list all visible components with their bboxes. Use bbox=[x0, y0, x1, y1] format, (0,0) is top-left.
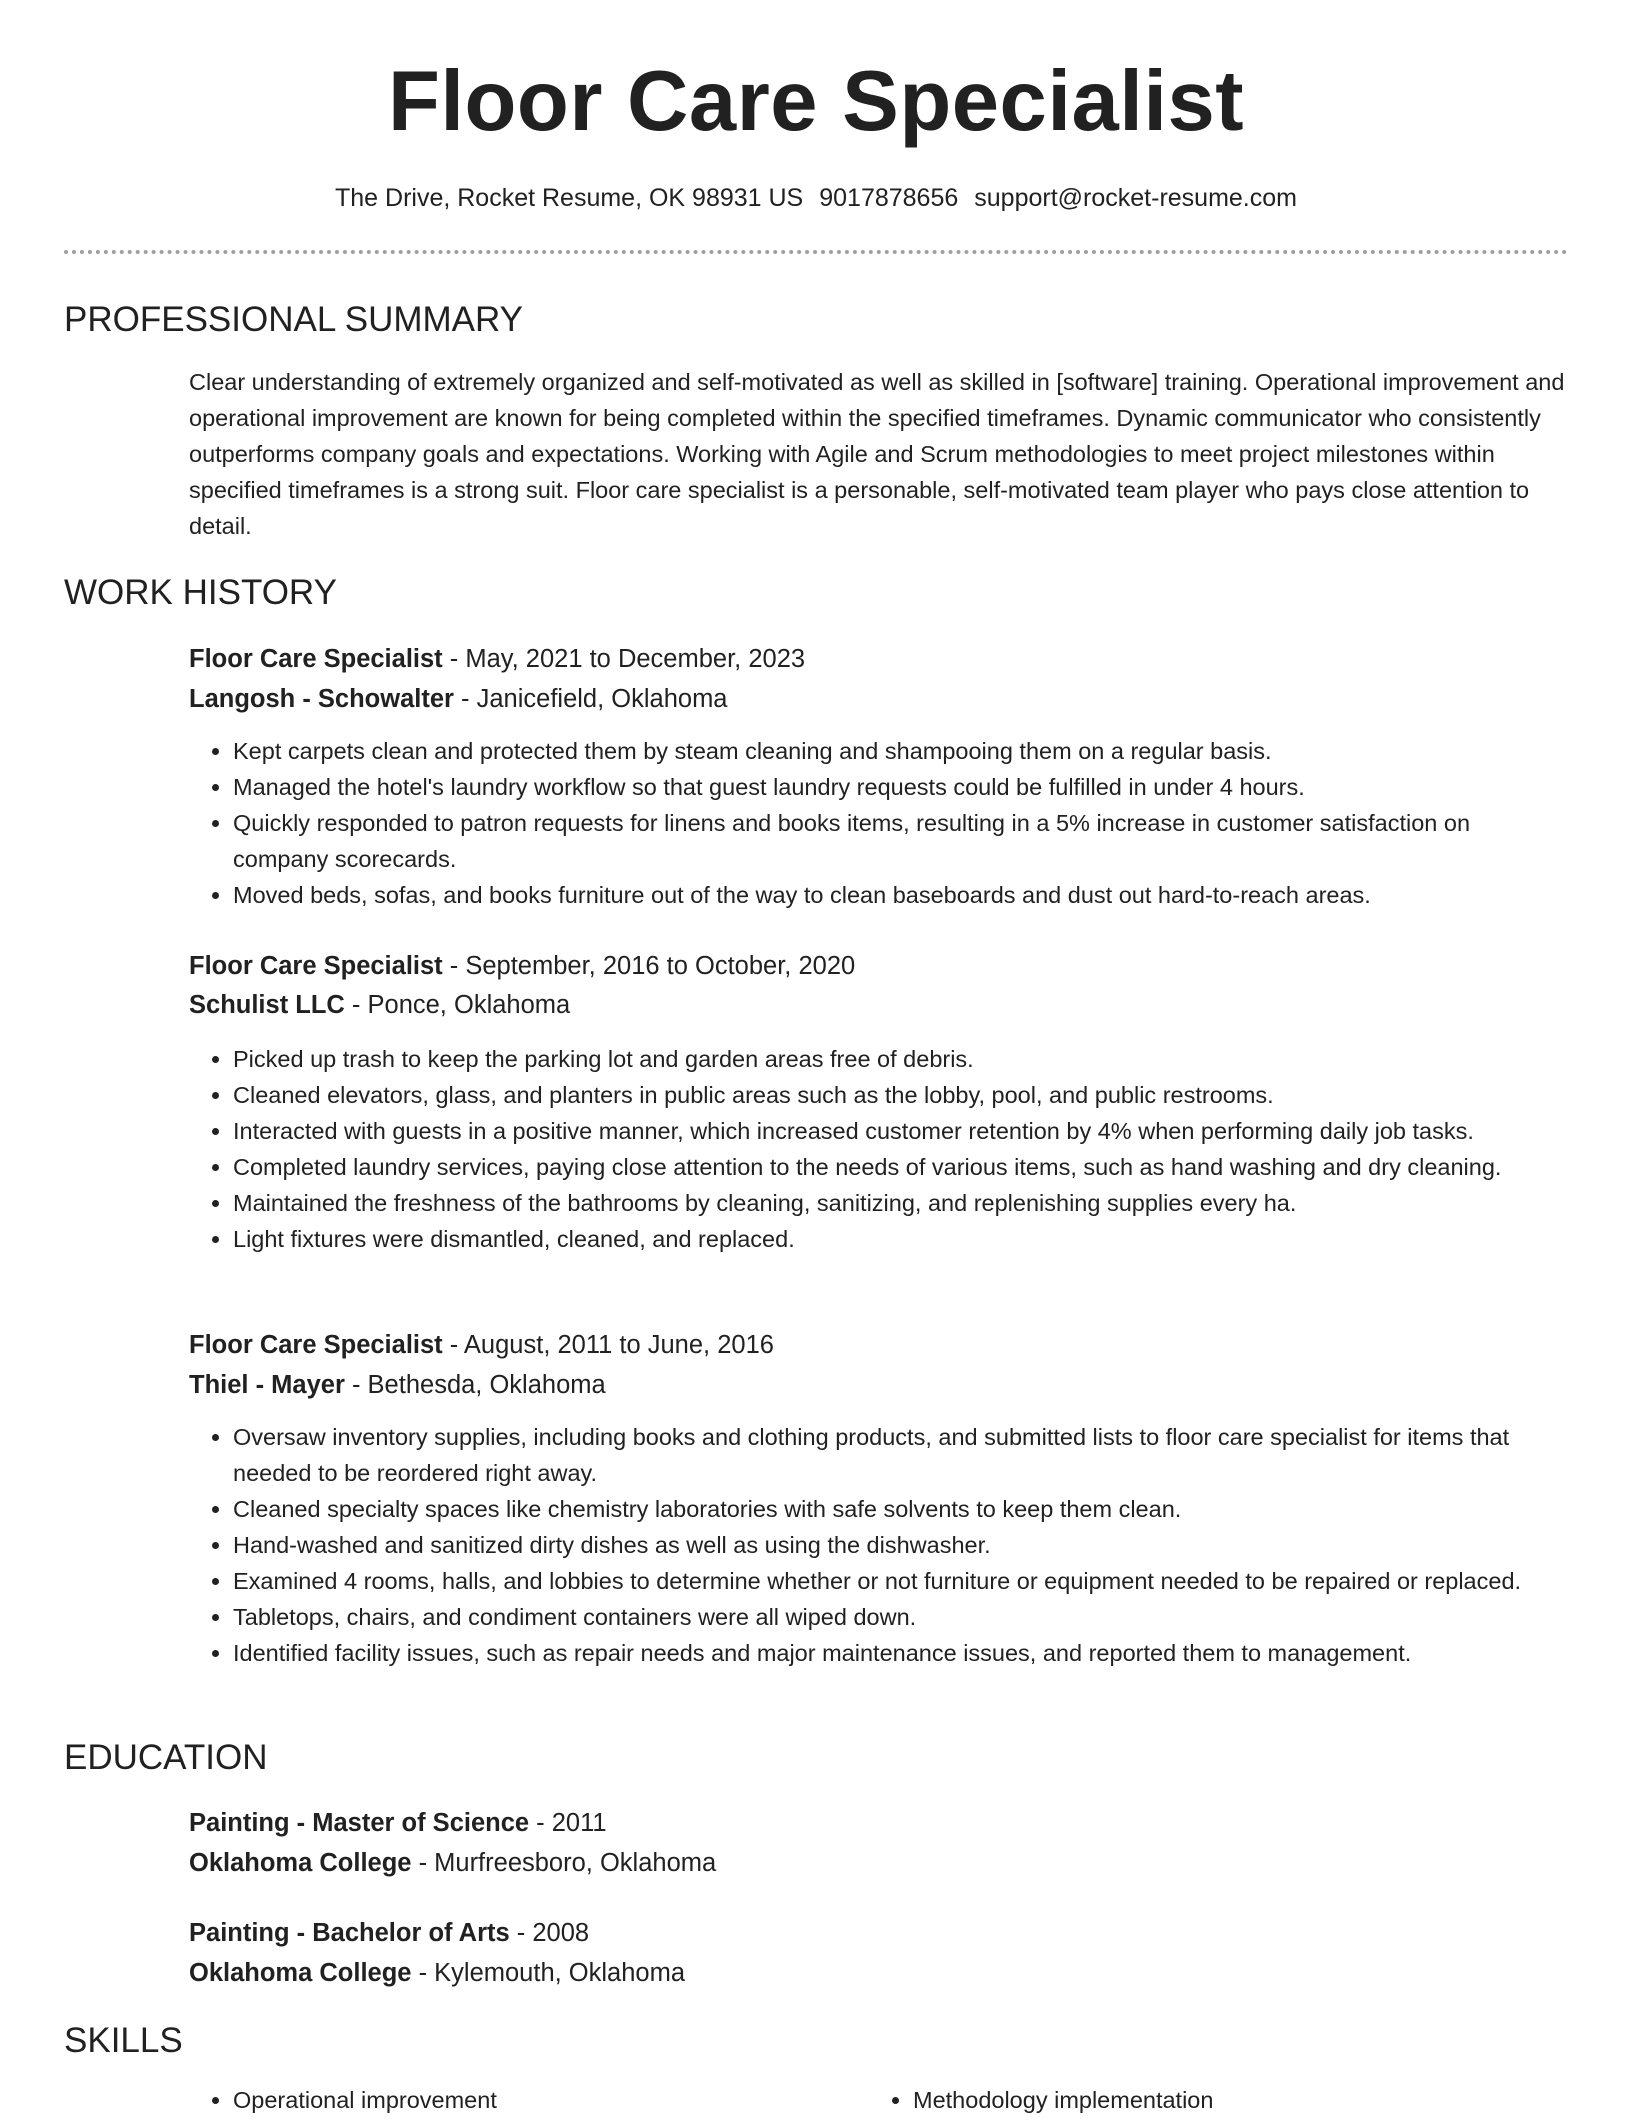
education-school: Oklahoma College bbox=[189, 1959, 412, 1987]
list-item: • Picked up trash to keep the parking lot and garden areas free of debris. bbox=[233, 1041, 1569, 1077]
job-title-line bbox=[189, 641, 1569, 677]
education-location: - Kylemouth, Oklahoma bbox=[411, 1959, 686, 1987]
job-location: - Ponce, Oklahoma bbox=[344, 991, 571, 1019]
education-year: - 2011 bbox=[529, 1809, 607, 1837]
job-title: Floor Care Specialist bbox=[189, 645, 443, 673]
list-item: • Hand-washed and sanitized dirty dishes as well as using the dishwasher. bbox=[233, 1527, 1569, 1563]
skills-list-right bbox=[869, 2082, 1513, 2118]
education-degree-line bbox=[189, 1915, 1569, 1951]
section-title-education: EDUCATION bbox=[64, 1738, 268, 1777]
contact-phone: 9017878656 bbox=[819, 184, 959, 212]
list-item: • Interacted with guests in a positive manner, which increased customer retention by 4% when performing daily job tasks. bbox=[233, 1113, 1569, 1149]
list-item: • Kept carpets clean and protected them by steam cleaning and shampooing them on a regular basis. bbox=[233, 733, 1569, 769]
list-item: • Examined 4 rooms, halls, and lobbies to determine whether or not furniture or equipment needed to be repaired or replaced. bbox=[233, 1563, 1569, 1599]
job-company: Langosh - Schowalter bbox=[189, 685, 454, 713]
list-item: • Maintained the freshness of the bathrooms by cleaning, sanitizing, and replenishing supplies every ha. bbox=[233, 1185, 1569, 1221]
job-title-line bbox=[189, 948, 1569, 984]
list-item: • Cleaned specialty spaces like chemistry laboratories with safe solvents to keep them clean. bbox=[233, 1491, 1569, 1527]
job-title: Floor Care Specialist bbox=[189, 952, 443, 980]
job-company: Thiel - Mayer bbox=[189, 1371, 345, 1399]
skill-item: • Operational improvement bbox=[233, 2082, 833, 2118]
contact-address: The Drive, Rocket Resume, OK 98931 US bbox=[334, 184, 804, 212]
education-degree-line bbox=[189, 1805, 1569, 1841]
job-bullets bbox=[189, 1419, 1569, 1671]
list-item: • Moved beds, sofas, and books furniture out of the way to clean baseboards and dust out hard-to-reach areas. bbox=[233, 877, 1569, 913]
job-dates: - September, 2016 to October, 2020 bbox=[442, 952, 856, 980]
list-item: • Oversaw inventory supplies, including books and clothing products, and submitted lists to floor care specialist for items that needed to be reordered right away. bbox=[233, 1419, 1569, 1491]
education-degree: Painting - Master of Science bbox=[189, 1809, 530, 1837]
summary-text: Clear understanding of extremely organized and self-motivated as well as skilled in [software] training. Operational improvement and operational improvement are known for being completed within the specified timeframes. Dynamic communicator who consistently outperforms company goals and expectations. Working with Agile and Scrum methodologies to meet project milestones within specified timeframes is a strong suit. Floor care specialist is a personable, self-motivated team player who pays close attention to detail. bbox=[189, 369, 1565, 539]
job-company: Schulist LLC bbox=[189, 991, 345, 1019]
contact-email: support@rocket-resume.com bbox=[974, 184, 1297, 212]
job-title-line bbox=[189, 1327, 1569, 1363]
job-company-line bbox=[189, 1367, 1569, 1403]
skills-list-left bbox=[189, 2082, 833, 2118]
education-school-line bbox=[189, 1955, 1569, 1991]
job-dates: - May, 2021 to December, 2023 bbox=[442, 645, 806, 673]
education-location: - Murfreesboro, Oklahoma bbox=[411, 1849, 717, 1877]
education-school-line bbox=[189, 1845, 1569, 1881]
contact-line bbox=[0, 181, 1632, 215]
list-item: • Managed the hotel's laundry workflow so that guest laundry requests could be fulfilled in under 4 hours. bbox=[233, 769, 1569, 805]
section-title-skills: SKILLS bbox=[64, 2021, 183, 2060]
list-item: • Tabletops, chairs, and condiment containers were all wiped down. bbox=[233, 1599, 1569, 1635]
job-dates: - August, 2011 to June, 2016 bbox=[442, 1331, 774, 1359]
job-company-line bbox=[189, 681, 1569, 717]
job-title: Floor Care Specialist bbox=[189, 1331, 443, 1359]
list-item: • Quickly responded to patron requests for linens and books items, resulting in a 5% increase in customer satisfaction on company scorecards. bbox=[233, 805, 1569, 877]
list-item: • Light fixtures were dismantled, cleaned, and replaced. bbox=[233, 1221, 1569, 1257]
resume-name: Floor Care Specialist bbox=[387, 54, 1245, 149]
job-location: - Janicefield, Oklahoma bbox=[453, 685, 728, 713]
skill-item: • Methodology implementation bbox=[913, 2082, 1513, 2118]
header-divider bbox=[64, 250, 1568, 254]
section-title-summary: PROFESSIONAL SUMMARY bbox=[64, 300, 523, 339]
section-title-work: WORK HISTORY bbox=[64, 573, 337, 612]
list-item: • Cleaned elevators, glass, and planters in public areas such as the lobby, pool, and public restrooms. bbox=[233, 1077, 1569, 1113]
job-bullets bbox=[189, 1041, 1569, 1257]
list-item: • Identified facility issues, such as repair needs and major maintenance issues, and reported them to management. bbox=[233, 1635, 1569, 1671]
job-bullets bbox=[189, 733, 1569, 913]
list-item: • Completed laundry services, paying close attention to the needs of various items, such as hand washing and dry cleaning. bbox=[233, 1149, 1569, 1185]
job-location: - Bethesda, Oklahoma bbox=[344, 1371, 606, 1399]
education-degree: Painting - Bachelor of Arts bbox=[189, 1919, 510, 1947]
job-company-line bbox=[189, 987, 1569, 1023]
education-year: - 2008 bbox=[509, 1919, 590, 1947]
education-school: Oklahoma College bbox=[189, 1849, 412, 1877]
